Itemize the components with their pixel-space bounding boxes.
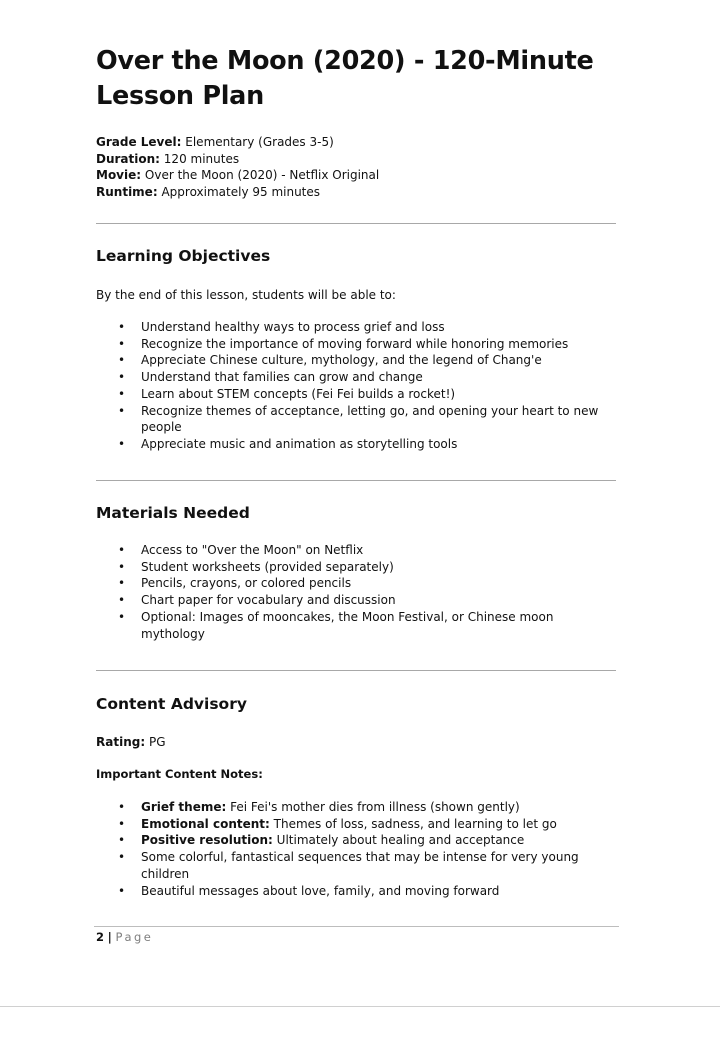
lesson-metadata	[96, 134, 618, 200]
rating	[96, 734, 166, 750]
list-item: • Chart paper for vocabulary and discussion	[96, 592, 616, 609]
title-line-2: Lesson Plan	[96, 81, 264, 111]
section-divider	[96, 480, 616, 481]
content-notes-heading: Important Content Notes:	[96, 767, 263, 781]
content-notes-list	[96, 799, 616, 899]
rating-value: PG	[148, 735, 166, 749]
list-item: • Understand healthy ways to process grief and loss	[96, 319, 616, 336]
page-boundary	[0, 1006, 720, 1007]
page-footer	[96, 930, 153, 944]
title-line-1: Over the Moon (2020) - 120-Minute	[96, 46, 594, 76]
materials-list	[96, 542, 616, 642]
objectives-heading: Learning Objectives	[96, 247, 271, 265]
list-item: • Recognize the importance of moving forward while honoring memories	[96, 336, 616, 353]
list-item: • Positive resolution: Ultimately about healing and acceptance	[96, 832, 616, 849]
list-item: • Student worksheets (provided separately)	[96, 559, 616, 576]
objectives-intro: By the end of this lesson, students will be able to:	[96, 288, 396, 302]
meta-duration: Duration: 120 minutes	[96, 151, 240, 166]
list-item: • Beautiful messages about love, family, and moving forward	[96, 883, 616, 900]
list-item: • Learn about STEM concepts (Fei Fei builds a rocket!)	[96, 386, 616, 403]
list-item: • Pencils, crayons, or colored pencils	[96, 575, 616, 592]
objectives-list	[96, 319, 616, 453]
list-item: • Optional: Images of mooncakes, the Moon Festival, or Chinese moon mythology	[96, 609, 616, 642]
meta-movie: Movie: Over the Moon (2020) - Netflix Original	[96, 168, 380, 182]
list-item: • Emotional content: Themes of loss, sadness, and learning to let go	[96, 816, 616, 833]
list-item: • Appreciate music and animation as storytelling tools	[96, 436, 616, 453]
rating-label: Rating:	[96, 735, 146, 749]
section-divider	[96, 223, 616, 224]
materials-heading: Materials Needed	[96, 504, 250, 522]
advisory-heading: Content Advisory	[96, 695, 247, 713]
list-item: • Understand that families can grow and change	[96, 369, 616, 386]
footer-separator: |	[107, 930, 112, 944]
list-item: • Recognize themes of acceptance, letting go, and opening your heart to new people	[96, 403, 616, 436]
footer-divider	[94, 926, 619, 927]
document-page	[96, 44, 618, 898]
section-divider	[96, 670, 616, 671]
meta-grade-level: Grade Level: Elementary (Grades 3-5)	[96, 135, 334, 149]
list-item: • Appreciate Chinese culture, mythology, and the legend of Chang'e	[96, 352, 616, 369]
meta-runtime: Runtime: Approximately 95 minutes	[96, 184, 321, 199]
list-item: • Grief theme: Fei Fei's mother dies from illness (shown gently)	[96, 799, 616, 816]
page-number: 2	[96, 930, 105, 944]
list-item: • Access to "Over the Moon" on Netflix	[96, 542, 616, 559]
page-title	[96, 44, 618, 114]
page-word: Page	[115, 930, 154, 944]
list-item: • Some colorful, fantastical sequences that may be intense for very young children	[96, 849, 616, 882]
